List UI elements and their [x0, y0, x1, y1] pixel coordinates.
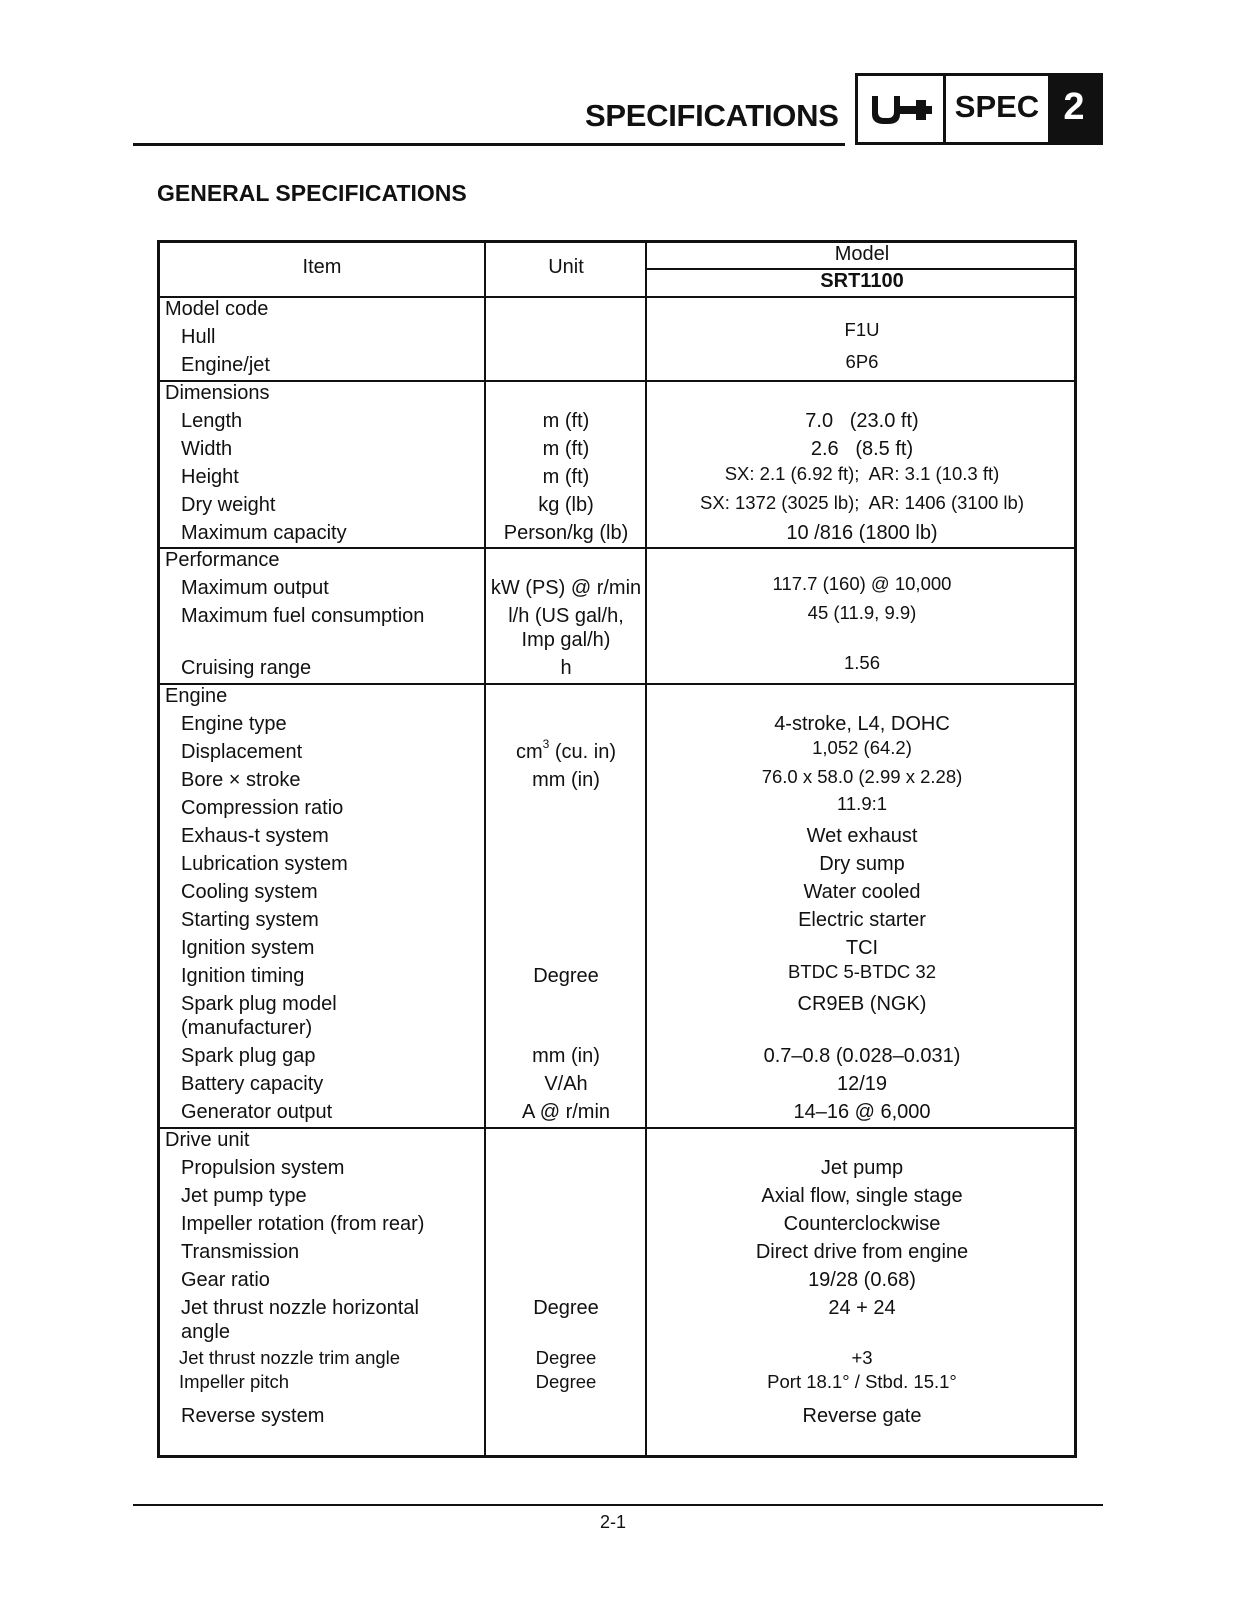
chapter-number: 2: [1048, 76, 1100, 142]
item-label: Displacement: [181, 741, 303, 763]
item-value: Electric starter: [798, 909, 926, 931]
item-value: 1,052 (64.2): [812, 737, 912, 758]
row-divider: [160, 547, 1074, 549]
item-value: 24 + 24: [828, 1297, 896, 1319]
item-value: Reverse gate: [802, 1405, 922, 1427]
item-label: Ignition system: [181, 937, 315, 959]
item-value: Water cooled: [803, 881, 921, 903]
item-label: Compression ratio: [181, 797, 344, 819]
item-label: Reverse system: [181, 1405, 325, 1427]
item-value: CR9EB (NGK): [797, 993, 927, 1015]
item-label: Ignition timing: [181, 965, 305, 987]
item-value: TCI: [845, 937, 879, 959]
row-divider: [160, 683, 1074, 685]
item-value: Dry sump: [819, 853, 905, 875]
item-label: Impeller rotation (from rear): [181, 1213, 425, 1235]
item-unit: mm (in): [532, 1045, 600, 1067]
item-label: Battery capacity: [181, 1073, 324, 1095]
item-label: Starting system: [181, 909, 319, 931]
item-unit: m (ft): [542, 438, 590, 460]
model-name: SRT1100: [820, 270, 904, 292]
item-value: 45 (11.9, 9.9): [807, 602, 917, 623]
item-label: Jet thrust nozzle trim angle: [179, 1347, 401, 1368]
badge-spec-label: SPEC: [954, 89, 1040, 124]
chapter-badge: [855, 73, 1103, 145]
item-label: Maximum capacity: [181, 522, 347, 544]
item-unit: Degree: [533, 965, 599, 987]
item-value: 12/19: [836, 1073, 888, 1095]
unit-superscript: 3: [542, 737, 550, 752]
section-title-engine: Engine: [165, 685, 228, 707]
item-label: Transmission: [181, 1241, 300, 1263]
item-label: Lubrication system: [181, 853, 348, 875]
item-value: Wet exhaust: [806, 825, 918, 847]
item-label: Hull: [181, 326, 216, 348]
item-label: Length: [181, 410, 243, 432]
item-value: Direct drive from engine: [755, 1241, 969, 1263]
item-label: Impeller pitch: [179, 1371, 290, 1392]
item-unit: Degree: [535, 1371, 597, 1392]
item-label: Engine type: [181, 713, 287, 735]
page-title: SPECIFICATIONS: [585, 98, 839, 133]
item-value: Jet pump: [820, 1157, 904, 1179]
section-title: GENERAL SPECIFICATIONS: [157, 180, 467, 206]
header-item: Item: [302, 256, 342, 278]
item-unit: m (ft): [542, 410, 590, 432]
item-value: SX: 2.1 (6.92 ft); AR: 3.1 (10.3 ft): [724, 463, 1000, 484]
section-title-dimensions: Dimensions: [165, 382, 270, 404]
item-unit: [486, 738, 646, 766]
item-label: Cruising range: [181, 657, 312, 679]
header-model: Model: [834, 243, 890, 265]
item-label: Propulsion system: [181, 1157, 345, 1179]
item-value: 117.7 (160) @ 10,000: [772, 573, 952, 594]
unit-rest: (cu. in): [549, 741, 617, 763]
item-value: BTDC 5-BTDC 32: [787, 961, 937, 982]
item-value: 10 /816 (1800 lb): [786, 522, 938, 544]
item-unit: m (ft): [542, 466, 590, 488]
item-value: Port 18.1° / Stbd. 15.1°: [767, 1371, 957, 1392]
item-label: Jet thrust nozzle horizontal: [181, 1297, 419, 1319]
item-label: Maximum output: [181, 577, 329, 599]
item-label-line2: (manufacturer): [181, 1017, 313, 1039]
item-label: Height: [181, 466, 239, 488]
header-rule: [133, 143, 845, 146]
item-unit: h: [560, 657, 572, 679]
row-divider: [160, 296, 1074, 298]
item-label: Generator output: [181, 1101, 333, 1123]
item-value: 76.0 x 58.0 (2.99 x 2.28): [761, 766, 963, 787]
item-label: Dry weight: [181, 494, 276, 516]
section-title-model-code: Model code: [165, 298, 269, 320]
unit-base: cm: [515, 741, 543, 763]
spec-table: [157, 240, 1077, 1458]
item-unit: l/h (US gal/h,: [508, 605, 624, 627]
item-label: Spark plug model: [181, 993, 337, 1015]
wrench-tool-icon: [858, 76, 946, 142]
footer-rule: [133, 1504, 1103, 1506]
item-label: Maximum fuel consumption: [181, 605, 425, 627]
item-unit: Person/kg (lb): [503, 522, 629, 544]
item-value: 0.7–0.8 (0.028–0.031): [763, 1045, 961, 1067]
item-unit: V/Ah: [544, 1073, 588, 1095]
header-unit: Unit: [548, 256, 584, 278]
item-label: Gear ratio: [181, 1269, 270, 1291]
item-unit-line2: Imp gal/h): [521, 629, 611, 651]
item-label: Engine/jet: [181, 354, 270, 376]
item-value: 6P6: [845, 351, 879, 372]
item-unit: mm (in): [532, 769, 600, 791]
section-title-performance: Performance: [165, 549, 280, 571]
item-unit: kg (lb): [538, 494, 594, 516]
row-divider: [160, 1127, 1074, 1129]
item-value: 1.56: [843, 652, 880, 673]
item-label: Exhaus-t system: [181, 825, 329, 847]
item-label: Spark plug gap: [181, 1045, 316, 1067]
item-label-line2: angle: [181, 1321, 230, 1343]
item-value: 2.6 (8.5 ft): [810, 438, 914, 460]
item-value: Counterclockwise: [783, 1213, 941, 1235]
item-label: Bore × stroke: [181, 769, 301, 791]
item-value: 14–16 @ 6,000: [793, 1101, 931, 1123]
item-value: 19/28 (0.68): [808, 1269, 916, 1291]
item-unit: kW (PS) @ r/min: [490, 577, 642, 599]
item-label: Cooling system: [181, 881, 318, 903]
item-unit: Degree: [535, 1347, 597, 1368]
item-label: Width: [181, 438, 233, 460]
item-value: 11.9:1: [836, 793, 888, 814]
section-title-drive-unit: Drive unit: [165, 1129, 250, 1151]
item-value: +3: [851, 1347, 873, 1368]
item-unit: A @ r/min: [521, 1101, 611, 1123]
item-value: F1U: [844, 319, 880, 340]
item-value: 4-stroke, L4, DOHC: [774, 713, 950, 735]
row-divider: [160, 380, 1074, 382]
item-label: Jet pump type: [181, 1185, 307, 1207]
page-number: 2-1: [600, 1512, 627, 1532]
item-value: Axial flow, single stage: [761, 1185, 963, 1207]
item-value: 7.0 (23.0 ft): [805, 410, 919, 432]
item-unit: Degree: [533, 1297, 599, 1319]
item-value: SX: 1372 (3025 lb); AR: 1406 (3100 lb): [700, 492, 1024, 513]
